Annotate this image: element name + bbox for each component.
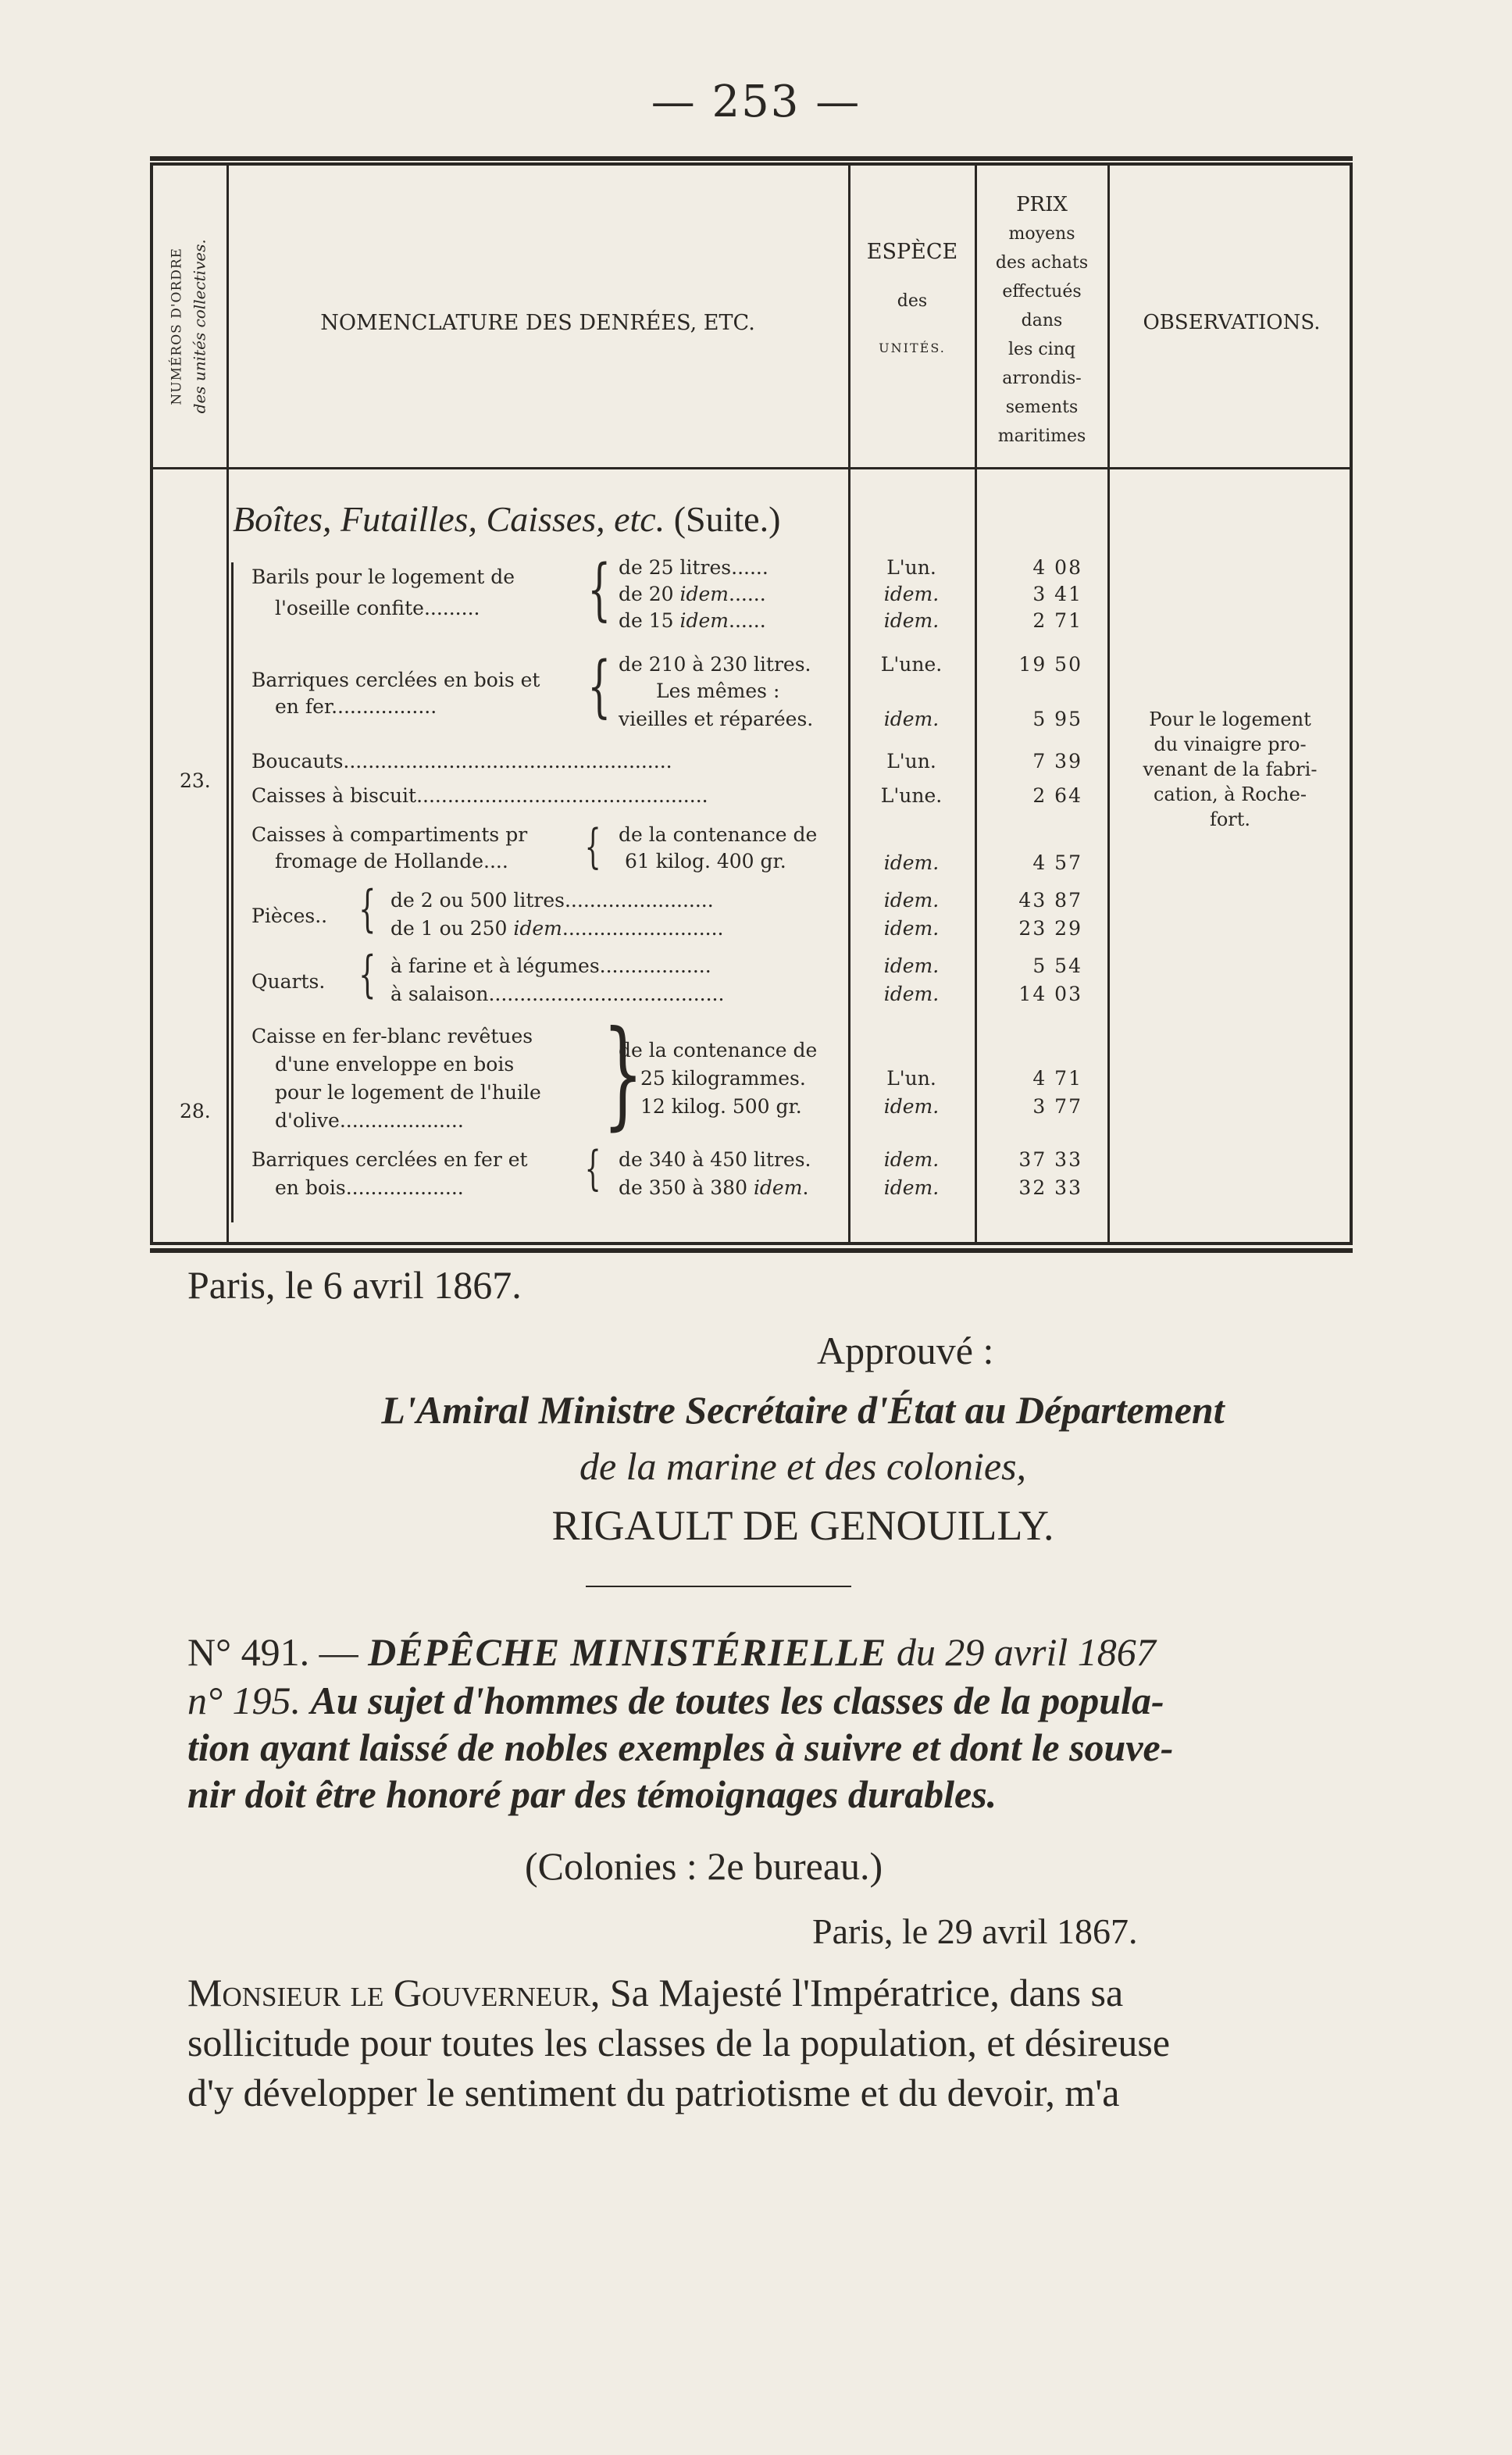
caisses-biscuit-price: 2 64 [1032, 784, 1082, 807]
pieces-price-1: 43 87 [1018, 889, 1082, 912]
signature-date: Paris, le 6 avril 1867. [187, 1263, 522, 1307]
ferblanc-unit-1: L'un. [886, 1067, 936, 1090]
pieces-size-2 [390, 917, 843, 940]
header-prix-line: sements [1005, 398, 1079, 417]
observation-line: Pour le logement [1149, 708, 1311, 730]
header-prix-line: arrondis- [1002, 369, 1082, 388]
barriques2-size-2 [619, 1176, 808, 1199]
barriques1-label-line1: Barriques cerclées en bois et [251, 669, 540, 691]
barils-size-2-c: ...... [729, 583, 766, 605]
boucauts-price: 7 39 [1032, 750, 1082, 773]
barils-size-3-b: idem [679, 609, 729, 632]
barils-size-2 [619, 583, 766, 605]
barriques2-label-line2: en bois................... [275, 1176, 464, 1199]
body-line3: d'y développer le sentiment du patriotisme et du devoir, m'a [187, 2071, 1120, 2114]
observation-line: cation, à Roche- [1154, 783, 1307, 805]
barils-unit-1: L'un. [886, 556, 936, 579]
header-prix-line: dans [1021, 311, 1063, 330]
ferblanc-unit-2: idem. [883, 1095, 940, 1118]
header-observations: OBSERVATIONS. [1143, 311, 1321, 334]
header-espece-line1: ESPÈCE [866, 240, 958, 264]
ferblanc-size-1: de la contenance de [619, 1039, 818, 1062]
signature-title-line1: L'Amiral Ministre Secrétaire d'État au Département [381, 1388, 1225, 1432]
barils-size-1: de 25 litres...... [619, 556, 768, 579]
quarts-unit-1: idem. [883, 955, 940, 977]
dispatch-subject-3: nir doit être honoré par des témoignages durables. [187, 1772, 997, 1816]
dispatch-line2 [187, 1678, 1164, 1723]
signature-name: RIGAULT DE GENOUILLY. [551, 1502, 1054, 1549]
caisses-comp-label-line1: Caisses à compartiments pr [251, 823, 528, 846]
ferblanc-label-line1: Caisse en fer-blanc revêtues [251, 1025, 533, 1047]
header-espece-line2: des [897, 291, 928, 312]
barriques2-size-1: de 340 à 450 litres. [619, 1148, 811, 1171]
barriques2-brace: { [584, 1141, 601, 1196]
quarts-unit-2: idem. [883, 983, 940, 1005]
barils-unit-2: idem. [883, 583, 940, 605]
group1-number: 23. [180, 769, 211, 792]
pieces-brace: { [358, 880, 376, 938]
barriques1-unit-1: L'une. [880, 653, 943, 676]
barriques2-label-line1: Barriques cerclées en fer et [251, 1148, 528, 1171]
page-number: — 253 — [651, 77, 861, 127]
pieces-unit-2: idem. [883, 917, 940, 940]
caisses-biscuit-label: Caisses à biscuit............................................... [251, 784, 708, 807]
observation-line: venant de la fabri- [1143, 758, 1318, 780]
barils-label-line1: Barils pour le logement de [251, 566, 515, 588]
quarts-price-1: 5 54 [1032, 955, 1082, 977]
caisses-comp-label-line2: fromage de Hollande.... [275, 850, 508, 872]
col-divider-4 [1107, 166, 1110, 1242]
barriques1-size-1: de 210 à 230 litres. [619, 653, 811, 676]
section-title-suite: (Suite.) [673, 499, 781, 539]
ferblanc-price-2: 3 77 [1032, 1095, 1082, 1118]
caisses-comp-size-2: 61 kilog. 400 gr. [625, 850, 786, 872]
ferblanc-size-3: 12 kilog. 500 gr. [640, 1095, 802, 1118]
barriques1-size-2: Les mêmes : [656, 680, 780, 702]
dispatch-number: N° 491. [187, 1630, 310, 1674]
barils-size-2-b: idem [679, 583, 729, 605]
ferblanc-size-2: 25 kilogrammes. [640, 1067, 806, 1090]
quarts-size-1: à farine et à légumes.................. [390, 955, 711, 977]
pieces-size-2-a: de 1 ou 250 [390, 917, 514, 940]
header-numeros [167, 186, 211, 467]
pieces-price-2: 23 29 [1018, 917, 1082, 940]
signature-title-line2: de la marine et des colonies, [579, 1444, 1027, 1488]
body-line1 [187, 1968, 1351, 2017]
barriques1-price-1: 19 50 [1018, 653, 1082, 676]
col-divider-1 [226, 166, 229, 1242]
dispatch-dash: — [319, 1630, 358, 1674]
barriques2-price-1: 37 33 [1018, 1148, 1082, 1171]
group2-bar-tail [231, 1199, 234, 1222]
ferblanc-label-line3: pour le logement de l'huile [275, 1081, 541, 1104]
ferblanc-label-line4: d'olive.................... [275, 1109, 464, 1132]
header-espece [853, 238, 972, 357]
group1-bar-bottom [231, 828, 234, 1031]
barriques1-price-2: 5 95 [1032, 708, 1082, 730]
dispatch-heading [187, 1629, 1156, 1675]
dispatch-subject-1: Au sujet d'hommes de toutes les classes de la popula- [310, 1679, 1164, 1722]
barils-brace: { [587, 551, 612, 629]
header-prix-line: des achats [995, 253, 1089, 273]
quarts-price-2: 14 03 [1018, 983, 1082, 1005]
header-prix-line: maritimes [997, 426, 1086, 446]
dispatch-subject-2: tion ayant laissé de nobles exemples à suivre et dont le souve- [187, 1725, 1174, 1769]
header-rule [152, 467, 1351, 469]
dispatch-date: du 29 avril 1867 [896, 1630, 1156, 1674]
header-prix-line: les cinq [1008, 340, 1075, 359]
barils-label-line2: l'oseille confite......... [275, 597, 480, 619]
group2-number: 28. [180, 1100, 211, 1122]
barriques1-brace: { [587, 648, 612, 726]
header-prix-line: PRIX [1016, 193, 1068, 216]
caisses-comp-unit: idem. [883, 851, 940, 874]
caisses-biscuit-unit: L'une. [880, 784, 943, 807]
pieces-size-2-b: idem [513, 917, 562, 940]
signature-rule [586, 1586, 851, 1587]
section-title-text: Boîtes, Futailles, Caisses, etc. [233, 499, 665, 539]
body-line2: sollicitude pour toutes les classes de la population, et désireuse [187, 2021, 1171, 2064]
ferblanc-label-line2: d'une enveloppe en bois [275, 1053, 515, 1076]
header-numeros-line1: NUMÉROS D'ORDRE [169, 247, 185, 405]
barriques2-price-2: 32 33 [1018, 1176, 1082, 1199]
caisses-comp-size-1: de la contenance de [619, 823, 818, 846]
header-espece-line3: UNITÉS. [879, 341, 946, 356]
ferblanc-price-1: 4 71 [1032, 1067, 1082, 1090]
barriques2-size-2-c: . [802, 1176, 809, 1199]
barils-size-3 [619, 609, 766, 632]
barils-price-1: 4 08 [1032, 556, 1082, 579]
header-prix-line: moyens [1008, 224, 1075, 244]
boucauts-unit: L'un. [886, 750, 936, 773]
barriques2-size-2-b: idem [753, 1176, 803, 1199]
observation-line: fort. [1209, 808, 1251, 830]
header-numeros-cell [153, 180, 225, 461]
dispatch-place-date: Paris, le 29 avril 1867. [812, 1911, 1138, 1951]
body-salutation: Monsieur le Gouverneur, [187, 1971, 601, 2014]
barriques1-unit-2: idem. [883, 708, 940, 730]
pieces-size-2-c: .......................... [562, 917, 724, 940]
quarts-size-2: à salaison...................................... [390, 983, 725, 1005]
barriques2-size-2-a: de 350 à 380 [619, 1176, 754, 1199]
header-numeros-line2: des unités collectives. [189, 239, 209, 414]
header-prix-line: effectués [1002, 282, 1082, 302]
signature-approved: Approuvé : [817, 1329, 994, 1372]
ferblanc-brace: } [602, 1006, 644, 1142]
quarts-brace: { [358, 946, 376, 1004]
barils-price-3: 2 71 [1032, 609, 1082, 632]
barils-size-3-c: ...... [729, 609, 766, 632]
caisses-comp-price: 4 57 [1032, 851, 1082, 874]
barils-price-2: 3 41 [1032, 583, 1082, 605]
barils-size-3-a: de 15 [619, 609, 680, 632]
barils-size-2-a: de 20 [619, 583, 680, 605]
header-prix [978, 191, 1106, 451]
observations-note [1125, 708, 1335, 833]
body-line1-text: Sa Majesté l'Impératrice, dans sa [600, 1971, 1124, 2014]
table-bottom-rule [150, 1248, 1353, 1253]
dispatch-type: DÉPÊCHE MINISTÉRIELLE [368, 1630, 887, 1674]
quarts-label: Quarts. [251, 970, 326, 993]
table-top-rule [150, 156, 1353, 161]
dispatch-bureau: (Colonies : 2e bureau.) [525, 1844, 883, 1888]
pieces-unit-1: idem. [883, 889, 940, 912]
pieces-label: Pièces.. [251, 905, 328, 927]
barils-unit-3: idem. [883, 609, 940, 632]
group2-bar [231, 1031, 234, 1211]
barriques2-unit-1: idem. [883, 1148, 940, 1171]
observation-line: du vinaigre pro- [1154, 733, 1307, 755]
boucauts-label: Boucauts..................................................... [251, 750, 672, 773]
section-title [233, 498, 780, 540]
dispatch-subnumber: n° 195. [187, 1679, 301, 1722]
barriques1-label-line2: en fer................. [275, 695, 437, 718]
pieces-size-1: de 2 ou 500 litres........................ [390, 889, 714, 912]
caisses-comp-brace: { [584, 819, 601, 874]
barriques2-unit-2: idem. [883, 1176, 940, 1199]
header-nomenclature: NOMENCLATURE DES DENRÉES, ETC. [320, 311, 755, 335]
barriques1-size-3: vieilles et réparées. [619, 708, 814, 730]
